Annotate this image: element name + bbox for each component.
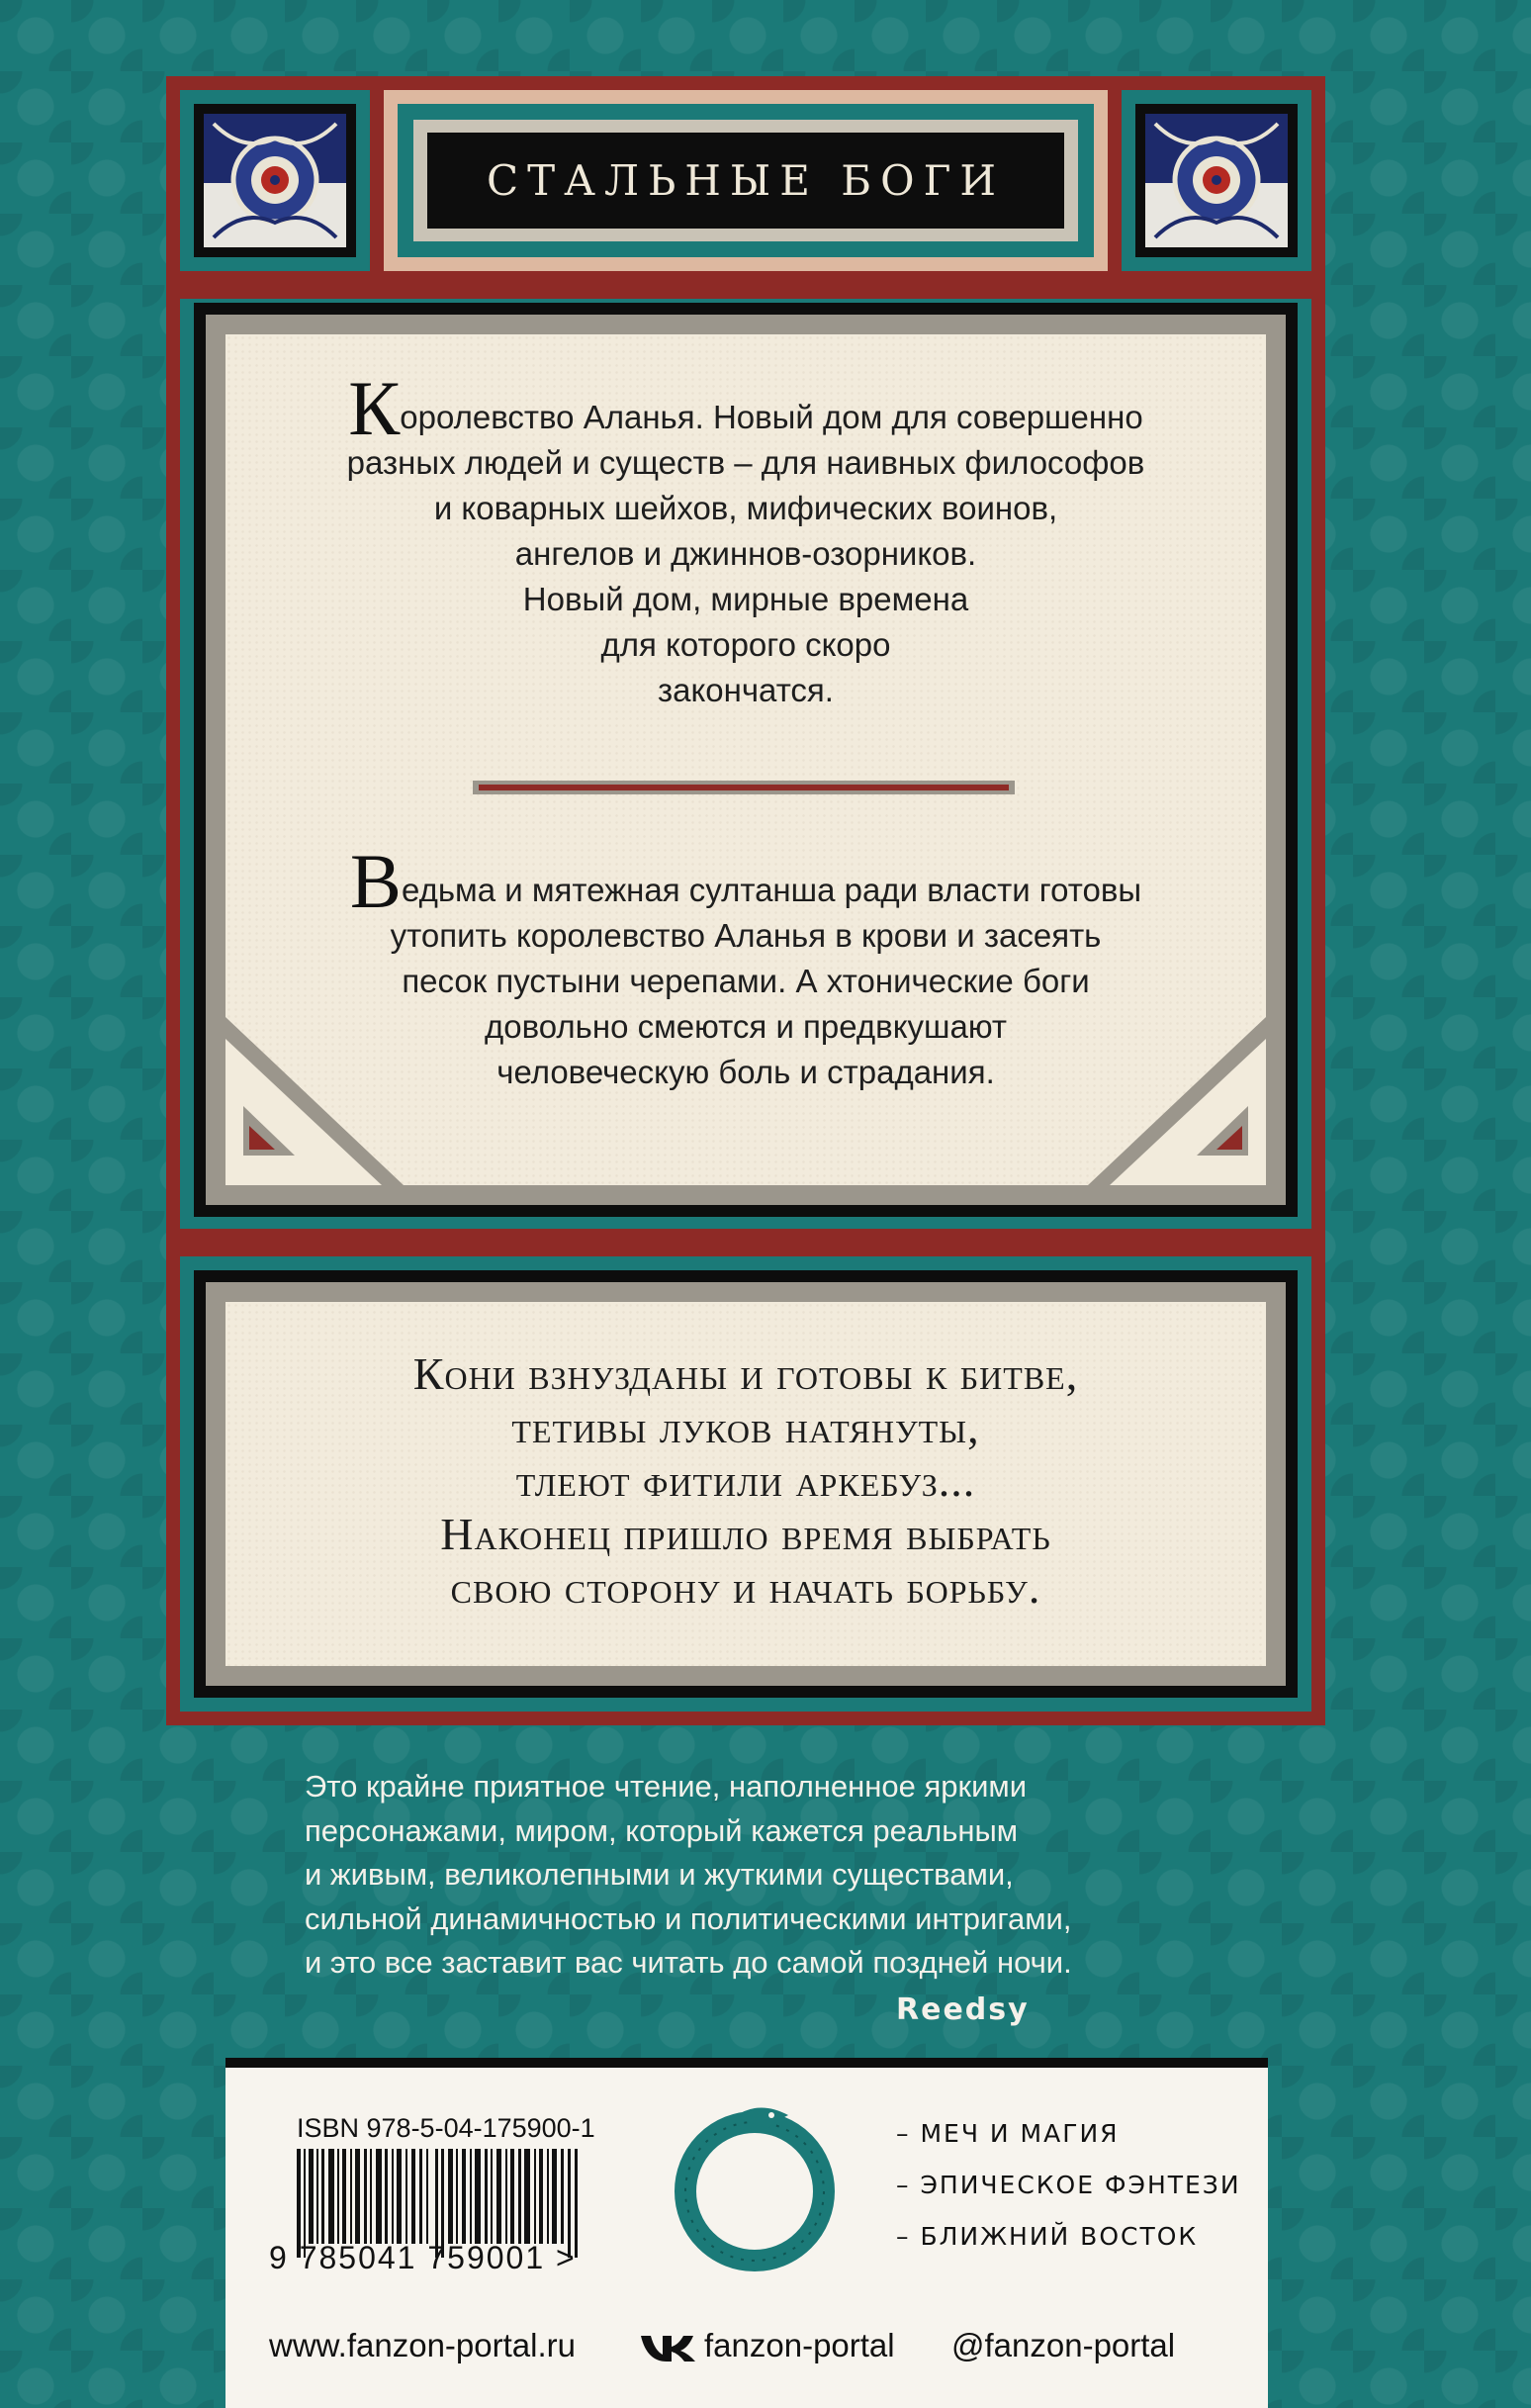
tagline: Кони взнузданы и готовы к битве, тетивы луков натянуты, тлеют фитили аркебуз... Наконец пришло время выбрать свою сторону и начать борьбу. xyxy=(412,1348,1079,1613)
corner-ornament-right xyxy=(1088,1017,1266,1185)
vk-icon xyxy=(639,2333,696,2362)
synopsis-paragraph-2: Ведьма и мятежная султанша ради власти готовы утопить королевство Аланья в крови и засеять песок пустыни черепами. А хтонические боги довольно смеются и предвкушают человеческую боль и страдания. xyxy=(349,838,1142,1090)
title-box xyxy=(427,133,1064,229)
synopsis-paragraph-1: Королевство Аланья. Новый дом для совершенно разных людей и существ – для наивных философов и коварных шейхов, мифических воинов, ангелов и джиннов-озорников. Новый дом, мирные времена для которого скоро закончатся. xyxy=(346,365,1145,708)
corner-ornament-left xyxy=(225,1017,404,1185)
bottom-panel-topline xyxy=(225,2058,1268,2068)
ouroboros-logo xyxy=(665,2097,845,2277)
left-ornament-icon xyxy=(204,114,346,247)
social-handle[interactable]: @fanzon-portal xyxy=(951,2327,1176,2363)
vk-link[interactable]: fanzon-portal xyxy=(704,2327,895,2363)
divider xyxy=(473,779,1015,796)
right-ornament-icon xyxy=(1145,114,1288,247)
quote-source: Reedsy xyxy=(896,1992,1030,2027)
isbn: ISBN 978-5-04-175900-1 xyxy=(297,2113,595,2143)
review-quote: Это крайне приятное чтение, наполненное яркими персонажами, миром, который кажется реальным и живым, великолепными и жуткими существами, сильной динамичностью и политическими интригами, и это все заставит вас читать до самой поздней ночи. xyxy=(305,1769,1072,1980)
website-link[interactable]: www.fanzon-portal.ru xyxy=(269,2327,576,2363)
barcode-number: 9 785041 759001 > xyxy=(269,2240,577,2275)
genre-list: – МЕЧ И МАГИЯ – ЭПИЧЕСКОЕ ФЭНТЕЗИ – БЛИЖНИЙ ВОСТОК xyxy=(896,2119,1241,2251)
book-title: СТАЛЬНЫЕ БОГИ xyxy=(487,156,1005,205)
